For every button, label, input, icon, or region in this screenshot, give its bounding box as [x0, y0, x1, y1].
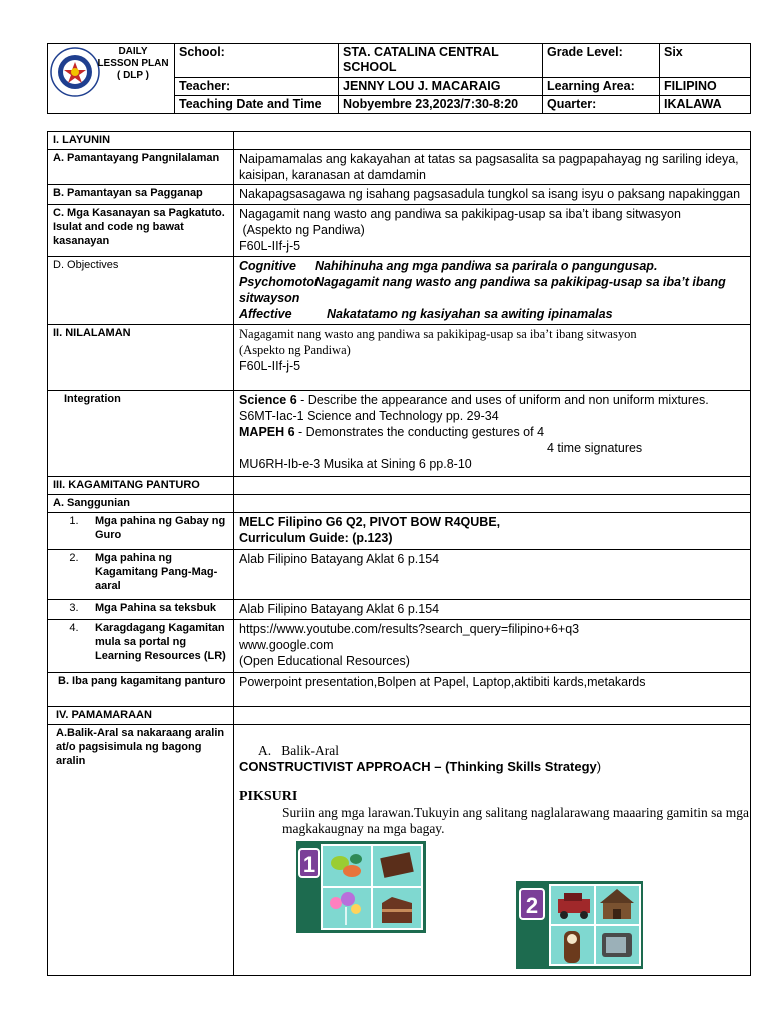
objectives-value [234, 257, 751, 325]
pagganap-label: B. Pamantayan sa Pagganap [48, 185, 234, 205]
header-table [47, 43, 751, 114]
balik-aral-heading: A. Balik-Aral [258, 743, 339, 758]
section-kagamitan: III. KAGAMITANG PANTURO [48, 477, 234, 495]
logo-cell [48, 44, 175, 114]
objectives-label: D. Objectives [48, 257, 234, 325]
grade-level-label: Grade Level: [543, 44, 660, 78]
empty-cell [234, 477, 751, 495]
school-label: School: [175, 44, 339, 78]
pagganap-value: Nakapagsasagawa ng isahang pagsasadula tungkol sa isang isyu o paksang napakinggan [234, 185, 751, 205]
section-layunin: I. LAYUNIN [48, 132, 234, 150]
teacher-value: JENNY LOU J. MACARAIG [339, 78, 543, 96]
integration-value: Science 6 - Describe the appearance and uses of uniform and non uniform mixtures. S6MT-Iac-1 Science and Technology pp. 29-34 MAPEH 6 - Demonstrates the conducting gestures of 4 4 time signatures MU6RH-Ib-e-3 Musika at Sining 6 pp.8-10 [234, 391, 751, 477]
picture-set-2 [516, 881, 643, 969]
picture-1-number: 1 [302, 852, 316, 877]
item-kagamitang-value: Alab Filipino Batayang Aklat 6 p.154 [234, 550, 751, 600]
item-teksbuk-label: 3. Mga Pahina sa teksbuk [48, 600, 234, 620]
learning-area-value: FILIPINO [660, 78, 751, 96]
teacher-label: Teacher: [175, 78, 339, 96]
piksuri-description: Suriin ang mga larawan.Tukuyin ang salitang naglalarawang maaaring gamitin sa mga magkakaugnay na mga bagay. [282, 805, 750, 836]
objective-affective: Affective Nakatatamo ng kasiyahan sa awiting ipinamalas [239, 307, 613, 321]
pamantayang-value: Naipamamalas ang kakayahan at tatas sa pagsasalita sa pagpapahayag ng sariling ideya, kaisipan, karanasan at damdamin [234, 150, 751, 185]
learning-area-label: Learning Area: [543, 78, 660, 96]
iba-label: B. Iba pang kagamitang panturo [48, 673, 234, 707]
school-value: STA. CATALINA CENTRAL SCHOOL [339, 44, 543, 78]
empty-cell [234, 132, 751, 150]
lesson-plan-table [47, 131, 751, 976]
objective-psychomotor: PsychomotorNagagamit nang wasto ang pandiwa sa pakikipag-usap sa iba’t ibang sitwayson [239, 275, 726, 305]
quarter-value: IKALAWA [660, 96, 751, 114]
grade-level-value: Six [660, 44, 751, 78]
item-gabay-value: MELC Filipino G6 Q2, PIVOT BOW R4QUBE, Curriculum Guide: (p.123) [234, 513, 751, 550]
quarter-label: Quarter: [543, 96, 660, 114]
google-link[interactable]: www.google.com [239, 638, 334, 652]
item-lr-label: 4. Karagdagang Kagamitan mula sa portal ng Learning Resources (LR) [48, 620, 234, 673]
dlp-title: DAILY LESSON PLAN ( DLP ) [97, 46, 169, 81]
kasanayan-value: Nagagamit nang wasto ang pandiwa sa pakikipag-usap sa iba’t ibang sitwasyon (Aspekto ng Pandiwa) F60L-IIf-j-5 [234, 205, 751, 257]
piksuri-title: PIKSURI [239, 789, 298, 804]
item-lr-value: https://www.youtube.com/results?search_query=filipino+6+q3 www.google.com (Open Educational Resources) [234, 620, 751, 673]
empty-cell [234, 495, 751, 513]
picture-2-number: 2 [525, 893, 539, 918]
deped-seal-icon [50, 47, 100, 97]
picture-set-1 [296, 841, 426, 933]
item-kagamitang-label: 2. Mga pahina ng Kagamitang Pang-Mag-aaral [48, 550, 234, 600]
kasanayan-label: C. Mga Kasanayan sa Pagkatuto. Isulat and code ng bawat kasanayan [48, 205, 234, 257]
iba-value: Powerpoint presentation,Bolpen at Papel, Laptop,aktibiti kards,metakards [234, 673, 751, 707]
item-gabay-label: 1. Mga pahina ng Gabay ng Guro [48, 513, 234, 550]
date-time-label: Teaching Date and Time [175, 96, 339, 114]
balik-aral-content [234, 725, 751, 976]
youtube-link[interactable]: https://www.youtube.com/results?search_query=filipino+6+q3 [239, 622, 580, 636]
integration-label: Integration [48, 391, 234, 477]
section-sanggunian: A. Sanggunian [48, 495, 234, 513]
nilalaman-value: Nagagamit nang wasto ang pandiwa sa pakikipag-usap sa iba’t ibang sitwasyon (Aspekto ng Pandiwa) F60L-IIf-j-5 [234, 325, 751, 391]
balik-aral-label: A.Balik-Aral sa nakaraang aralin at/o pagsisimula ng bagong aralin [48, 725, 234, 976]
approach-heading: CONSTRUCTIVIST APPROACH – (Thinking Skills Strategy) [239, 759, 602, 774]
nilalaman-label: II. NILALAMAN [48, 325, 234, 391]
section-pamamaraan: IV. PAMAMARAAN [48, 707, 234, 725]
objective-cognitive: Cognitive Nahihinuha ang mga pandiwa sa parirala o pangungusap. [239, 259, 658, 273]
empty-cell [234, 707, 751, 725]
item-teksbuk-value: Alab Filipino Batayang Aklat 6 p.154 [234, 600, 751, 620]
pamantayang-label: A. Pamantayang Pangnilalaman [48, 150, 234, 185]
date-time-value: Nobyembre 23,2023/7:30-8:20 [339, 96, 543, 114]
